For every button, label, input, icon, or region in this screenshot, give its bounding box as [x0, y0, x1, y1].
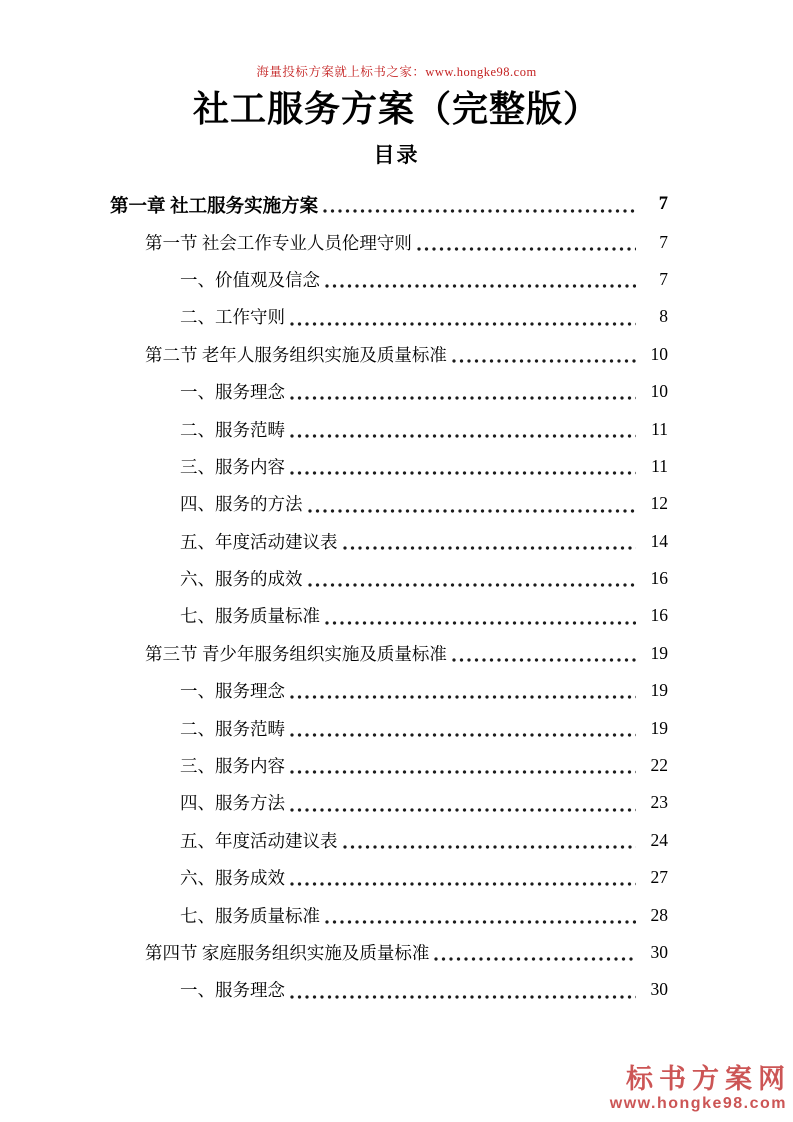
toc-entry-page: 7	[658, 194, 668, 215]
page-title: 社工服务方案（完整版）	[192, 89, 600, 129]
toc-entry-page: 30	[650, 979, 668, 1000]
toc-entry-page: 24	[650, 829, 668, 850]
toc-entry[interactable]	[110, 223, 668, 260]
toc-entry[interactable]	[110, 448, 668, 485]
toc-entry-label: 五、年度活动建议表	[180, 531, 338, 552]
toc-entry[interactable]	[110, 597, 668, 634]
toc-entry[interactable]	[110, 822, 668, 859]
toc-entry[interactable]	[110, 298, 668, 335]
toc-dot-leader	[290, 434, 636, 438]
toc-dot-leader	[290, 882, 636, 886]
toc-entry[interactable]	[110, 410, 668, 447]
toc-entry[interactable]	[110, 934, 668, 971]
toc-heading: 目录	[373, 143, 420, 167]
toc-dot-leader	[290, 396, 636, 400]
toc-entry-label: 第一章 社工服务实施方案	[110, 196, 319, 217]
watermark	[609, 1064, 791, 1114]
toc-dot-leader	[323, 209, 636, 213]
toc-entry-page: 16	[650, 568, 668, 589]
toc-entry-label: 二、服务范畴	[180, 419, 285, 440]
toc-entry[interactable]	[110, 523, 668, 560]
toc-entry-page: 10	[650, 381, 668, 402]
toc-dot-leader	[452, 359, 636, 363]
toc-dot-leader	[308, 583, 637, 587]
toc-entry-page: 28	[650, 904, 668, 925]
toc-dot-leader	[290, 471, 636, 475]
toc-entry[interactable]	[110, 373, 668, 410]
toc-dot-leader	[290, 695, 636, 699]
toc-entry-label: 第三节 青少年服务组织实施及质量标准	[145, 643, 447, 664]
toc-dot-leader	[290, 770, 636, 774]
toc-entry-page: 7	[659, 268, 668, 289]
toc-entry-page: 14	[650, 530, 668, 551]
toc-entry-label: 一、服务理念	[180, 980, 285, 1001]
toc-entry-page: 7	[659, 231, 668, 252]
toc-entry[interactable]	[110, 709, 668, 746]
toc-entry-label: 七、服务质量标准	[180, 606, 320, 627]
toc-entry[interactable]	[110, 784, 668, 821]
toc-entry-label: 四、服务的方法	[180, 494, 303, 515]
toc-entry[interactable]	[110, 859, 668, 896]
toc-dot-leader	[290, 995, 636, 999]
toc-entry[interactable]	[110, 336, 668, 373]
toc-entry-page: 19	[650, 680, 668, 701]
toc-entry-label: 二、服务范畴	[180, 718, 285, 739]
toc-entry-label: 三、服务内容	[180, 756, 285, 777]
toc-entry-page: 12	[650, 493, 668, 514]
toc-entry-page: 30	[650, 942, 668, 962]
toc-entry-label: 七、服务质量标准	[180, 905, 320, 926]
toc-entry[interactable]	[110, 672, 668, 709]
toc-entry[interactable]	[110, 485, 668, 522]
toc-entry-label: 六、服务的成效	[180, 569, 303, 590]
toc-entry-label: 第二节 老年人服务组织实施及质量标准	[145, 344, 447, 365]
toc-entry-label: 三、服务内容	[180, 456, 285, 477]
header-note: 海量投标方案就上标书之家：www.hongke98.com	[256, 65, 537, 79]
toc-entry-page: 19	[650, 717, 668, 738]
toc-dot-leader	[290, 322, 636, 326]
watermark-site-name: 标书方案网	[626, 1064, 791, 1094]
toc-dot-leader	[290, 733, 636, 737]
toc-dot-leader	[325, 621, 636, 625]
toc-dot-leader	[343, 546, 637, 550]
toc-dot-leader	[308, 509, 637, 513]
toc-entry[interactable]	[110, 971, 668, 1008]
toc-entry[interactable]	[110, 186, 668, 223]
toc-entry-label: 一、价值观及信念	[180, 269, 320, 290]
toc-dot-leader	[452, 658, 636, 662]
toc-entry-label: 二、工作守则	[180, 307, 285, 328]
toc-entry-label: 五、年度活动建议表	[180, 830, 338, 851]
toc-entry-page: 8	[659, 306, 668, 327]
toc-entry-page: 11	[651, 418, 668, 439]
toc-entry-page: 23	[650, 792, 668, 813]
toc-dot-leader	[325, 284, 636, 288]
toc-entry-label: 第四节 家庭服务组织实施及质量标准	[145, 943, 430, 963]
toc-entry[interactable]	[110, 635, 668, 672]
toc-entry-page: 11	[651, 455, 668, 476]
toc-entry-label: 六、服务成效	[180, 868, 285, 889]
toc-entry-page: 10	[650, 343, 668, 364]
toc-entry-label: 一、服务理念	[180, 382, 285, 403]
toc-dot-leader	[325, 920, 636, 924]
toc-entry-label: 一、服务理念	[180, 681, 285, 702]
toc-entry[interactable]	[110, 560, 668, 597]
toc-entry[interactable]	[110, 896, 668, 933]
toc-dot-leader	[417, 247, 636, 251]
toc-entry-page: 27	[650, 867, 668, 888]
toc-entry-label: 第一节 社会工作专业人员伦理守则	[145, 232, 412, 253]
toc-entry-label: 四、服务方法	[180, 793, 285, 814]
toc-entry[interactable]	[110, 261, 668, 298]
toc-list	[110, 186, 668, 1009]
watermark-site-url: www.hongke98.com	[609, 1095, 787, 1112]
toc-dot-leader	[290, 808, 636, 812]
toc-entry-page: 19	[650, 642, 668, 663]
toc-entry-page: 16	[650, 605, 668, 626]
toc-entry-page: 22	[650, 755, 668, 776]
toc-dot-leader	[434, 957, 636, 961]
toc-entry[interactable]	[110, 747, 668, 784]
toc-dot-leader	[343, 845, 637, 849]
